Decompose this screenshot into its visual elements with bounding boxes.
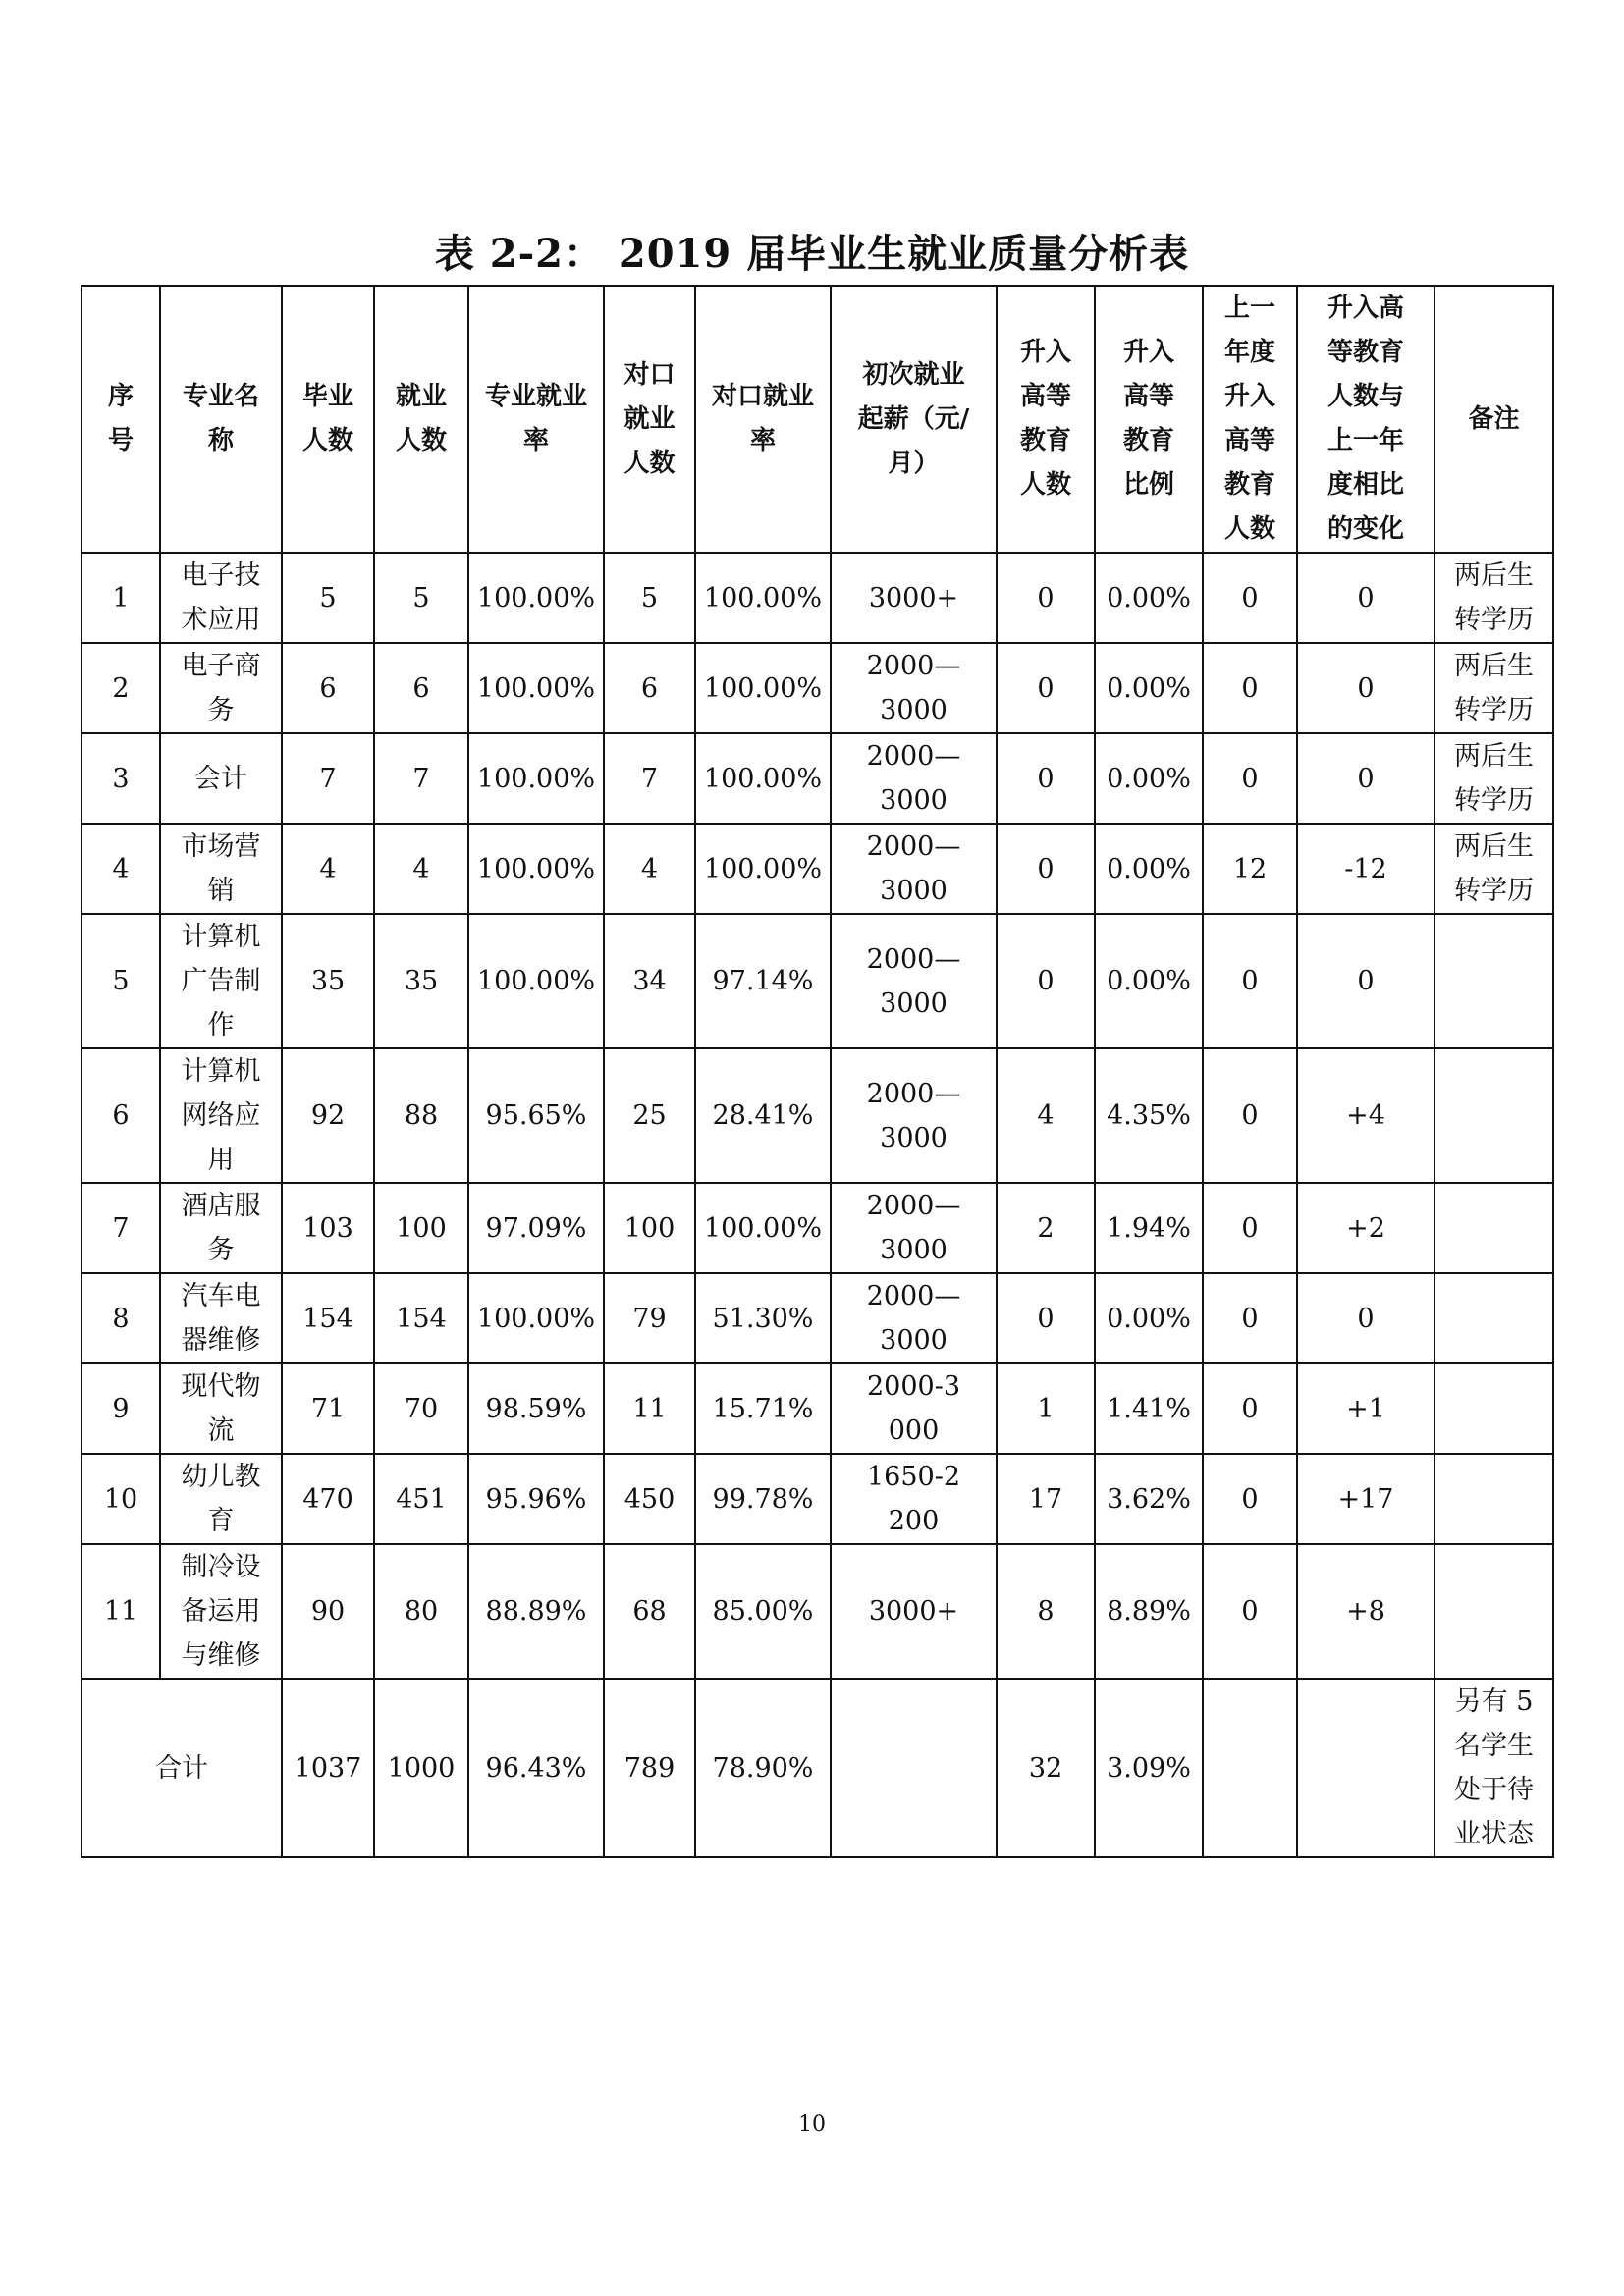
cell-salary: 2000-3000 [831,1363,997,1454]
table-row [81,1048,1553,1183]
cell-seq: 1 [81,553,160,643]
header-grads: 毕业人数 [282,286,374,553]
total-higher-ed-ratio: 3.09% [1095,1679,1203,1857]
cell-seq: 6 [81,1048,160,1183]
total-matched: 789 [604,1679,695,1857]
header-salary: 初次就业起薪（元/月） [831,286,997,553]
cell-major-rate: 100.00% [468,733,604,824]
cell-matched: 11 [604,1363,695,1454]
cell-salary: 2000—3000 [831,733,997,824]
cell-seq: 2 [81,643,160,733]
cell-note [1435,1183,1553,1273]
cell-seq: 8 [81,1273,160,1363]
total-higher-ed: 32 [997,1679,1095,1857]
cell-higher-ed: 17 [997,1454,1095,1544]
cell-prev-year: 0 [1203,1363,1297,1454]
cell-change: +4 [1297,1048,1435,1183]
table-title: 表 2-2： 2019 届毕业生就业质量分析表 [434,231,1190,277]
cell-higher-ed: 0 [997,643,1095,733]
cell-salary: 3000+ [831,553,997,643]
cell-salary: 2000—3000 [831,1273,997,1363]
cell-note [1435,1363,1553,1454]
table-row [81,1183,1553,1273]
cell-note: 两后生转学历 [1435,733,1553,824]
cell-higher-ed: 0 [997,733,1095,824]
cell-higher-ed: 0 [997,1273,1095,1363]
cell-major: 电子技术应用 [160,553,282,643]
header-seq: 序号 [81,286,160,553]
cell-change: 0 [1297,553,1435,643]
cell-higher-ed: 0 [997,553,1095,643]
header-major: 专业名称 [160,286,282,553]
table-row [81,733,1553,824]
cell-matched-rate: 100.00% [695,643,831,733]
cell-matched-rate: 100.00% [695,824,831,914]
cell-major-rate: 95.96% [468,1454,604,1544]
cell-grads: 5 [282,553,374,643]
cell-major-rate: 100.00% [468,643,604,733]
cell-employed: 80 [374,1544,468,1679]
cell-note [1435,1454,1553,1544]
cell-salary: 2000—3000 [831,914,997,1048]
table-row [81,643,1553,733]
cell-matched-rate: 51.30% [695,1273,831,1363]
cell-matched: 4 [604,824,695,914]
cell-matched: 34 [604,914,695,1048]
cell-grads: 35 [282,914,374,1048]
cell-matched-rate: 97.14% [695,914,831,1048]
total-employed: 1000 [374,1679,468,1857]
cell-note [1435,1544,1553,1679]
cell-higher-ed-ratio: 0.00% [1095,733,1203,824]
cell-higher-ed-ratio: 3.62% [1095,1454,1203,1544]
cell-seq: 3 [81,733,160,824]
cell-note [1435,1273,1553,1363]
cell-major: 现代物流 [160,1363,282,1454]
cell-note: 两后生转学历 [1435,643,1553,733]
cell-seq: 10 [81,1454,160,1544]
cell-matched-rate: 100.00% [695,553,831,643]
cell-higher-ed-ratio: 4.35% [1095,1048,1203,1183]
cell-higher-ed-ratio: 1.41% [1095,1363,1203,1454]
cell-prev-year: 0 [1203,1048,1297,1183]
header-row [81,286,1553,553]
header-higher-ed-ratio: 升入高等教育比例 [1095,286,1203,553]
cell-salary: 1650-2200 [831,1454,997,1544]
cell-employed: 6 [374,643,468,733]
total-prev-year [1203,1679,1297,1857]
cell-seq: 5 [81,914,160,1048]
cell-higher-ed: 1 [997,1363,1095,1454]
cell-higher-ed: 2 [997,1183,1095,1273]
cell-employed: 100 [374,1183,468,1273]
cell-change: +17 [1297,1454,1435,1544]
cell-grads: 7 [282,733,374,824]
cell-major: 汽车电器维修 [160,1273,282,1363]
cell-employed: 154 [374,1273,468,1363]
cell-employed: 451 [374,1454,468,1544]
cell-matched-rate: 15.71% [695,1363,831,1454]
cell-major: 制冷设备运用与维修 [160,1544,282,1679]
employment-quality-table [81,285,1554,1858]
total-salary [831,1679,997,1857]
cell-employed: 7 [374,733,468,824]
table-row [81,824,1553,914]
cell-major-rate: 100.00% [468,553,604,643]
cell-note: 两后生转学历 [1435,553,1553,643]
header-matched-rate: 对口就业率 [695,286,831,553]
cell-matched-rate: 28.41% [695,1048,831,1183]
cell-grads: 90 [282,1544,374,1679]
cell-change: -12 [1297,824,1435,914]
cell-higher-ed-ratio: 0.00% [1095,824,1203,914]
total-grads: 1037 [282,1679,374,1857]
cell-prev-year: 0 [1203,914,1297,1048]
cell-matched-rate: 100.00% [695,733,831,824]
total-major-rate: 96.43% [468,1679,604,1857]
cell-change: +1 [1297,1363,1435,1454]
cell-employed: 35 [374,914,468,1048]
cell-matched-rate: 99.78% [695,1454,831,1544]
total-matched-rate: 78.90% [695,1679,831,1857]
header-prev-year: 上一年度升入高等教育人数 [1203,286,1297,553]
total-change [1297,1679,1435,1857]
cell-matched: 6 [604,643,695,733]
cell-higher-ed-ratio: 0.00% [1095,1273,1203,1363]
cell-higher-ed-ratio: 0.00% [1095,643,1203,733]
cell-higher-ed-ratio: 0.00% [1095,553,1203,643]
cell-major: 电子商务 [160,643,282,733]
cell-higher-ed: 0 [997,914,1095,1048]
cell-major: 幼儿教育 [160,1454,282,1544]
cell-major-rate: 98.59% [468,1363,604,1454]
cell-grads: 4 [282,824,374,914]
header-major-rate: 专业就业率 [468,286,604,553]
cell-salary: 2000—3000 [831,824,997,914]
cell-major: 计算机网络应用 [160,1048,282,1183]
cell-seq: 7 [81,1183,160,1273]
cell-major: 会计 [160,733,282,824]
cell-higher-ed: 8 [997,1544,1095,1679]
total-label: 合计 [81,1679,282,1857]
cell-seq: 11 [81,1544,160,1679]
cell-prev-year: 0 [1203,553,1297,643]
header-higher-ed: 升入高等教育人数 [997,286,1095,553]
cell-grads: 92 [282,1048,374,1183]
cell-major: 市场营销 [160,824,282,914]
cell-grads: 103 [282,1183,374,1273]
cell-change: +8 [1297,1544,1435,1679]
cell-change: +2 [1297,1183,1435,1273]
cell-note: 两后生转学历 [1435,824,1553,914]
cell-change: 0 [1297,643,1435,733]
table-row [81,553,1553,643]
table-row [81,1454,1553,1544]
cell-higher-ed-ratio: 1.94% [1095,1183,1203,1273]
cell-higher-ed: 0 [997,824,1095,914]
cell-higher-ed-ratio: 8.89% [1095,1544,1203,1679]
cell-major: 酒店服务 [160,1183,282,1273]
page-number: 10 [798,2112,826,2137]
cell-matched-rate: 85.00% [695,1544,831,1679]
header-matched: 对口就业人数 [604,286,695,553]
cell-major-rate: 100.00% [468,914,604,1048]
cell-higher-ed-ratio: 0.00% [1095,914,1203,1048]
cell-prev-year: 0 [1203,1273,1297,1363]
cell-prev-year: 0 [1203,733,1297,824]
cell-grads: 470 [282,1454,374,1544]
cell-major-rate: 97.09% [468,1183,604,1273]
cell-major-rate: 95.65% [468,1048,604,1183]
cell-matched: 25 [604,1048,695,1183]
cell-grads: 154 [282,1273,374,1363]
cell-prev-year: 0 [1203,1183,1297,1273]
cell-major-rate: 100.00% [468,824,604,914]
header-note: 备注 [1435,286,1553,553]
cell-salary: 2000—3000 [831,643,997,733]
cell-note [1435,914,1553,1048]
cell-grads: 6 [282,643,374,733]
table-row [81,1544,1553,1679]
cell-grads: 71 [282,1363,374,1454]
cell-higher-ed: 4 [997,1048,1095,1183]
cell-matched: 5 [604,553,695,643]
table-row [81,1273,1553,1363]
cell-prev-year: 0 [1203,1544,1297,1679]
cell-matched: 450 [604,1454,695,1544]
cell-matched: 7 [604,733,695,824]
cell-change: 0 [1297,1273,1435,1363]
cell-salary: 2000—3000 [831,1183,997,1273]
table-row [81,1363,1553,1454]
cell-employed: 70 [374,1363,468,1454]
cell-prev-year: 0 [1203,1454,1297,1544]
cell-salary: 2000—3000 [831,1048,997,1183]
cell-prev-year: 12 [1203,824,1297,914]
cell-matched-rate: 100.00% [695,1183,831,1273]
cell-major-rate: 100.00% [468,1273,604,1363]
cell-matched: 79 [604,1273,695,1363]
cell-employed: 5 [374,553,468,643]
cell-change: 0 [1297,914,1435,1048]
cell-matched: 100 [604,1183,695,1273]
cell-employed: 4 [374,824,468,914]
cell-note [1435,1048,1553,1183]
table-body [81,553,1553,1679]
cell-salary: 3000+ [831,1544,997,1679]
cell-prev-year: 0 [1203,643,1297,733]
cell-seq: 4 [81,824,160,914]
cell-matched: 68 [604,1544,695,1679]
total-note: 另有 5 名学生处于待业状态 [1435,1679,1553,1857]
cell-major-rate: 88.89% [468,1544,604,1679]
cell-change: 0 [1297,733,1435,824]
total-row [81,1679,1553,1857]
cell-seq: 9 [81,1363,160,1454]
header-change: 升入高等教育人数与上一年度相比的变化 [1297,286,1435,553]
table-row [81,914,1553,1048]
header-employed: 就业人数 [374,286,468,553]
cell-major: 计算机广告制作 [160,914,282,1048]
cell-employed: 88 [374,1048,468,1183]
